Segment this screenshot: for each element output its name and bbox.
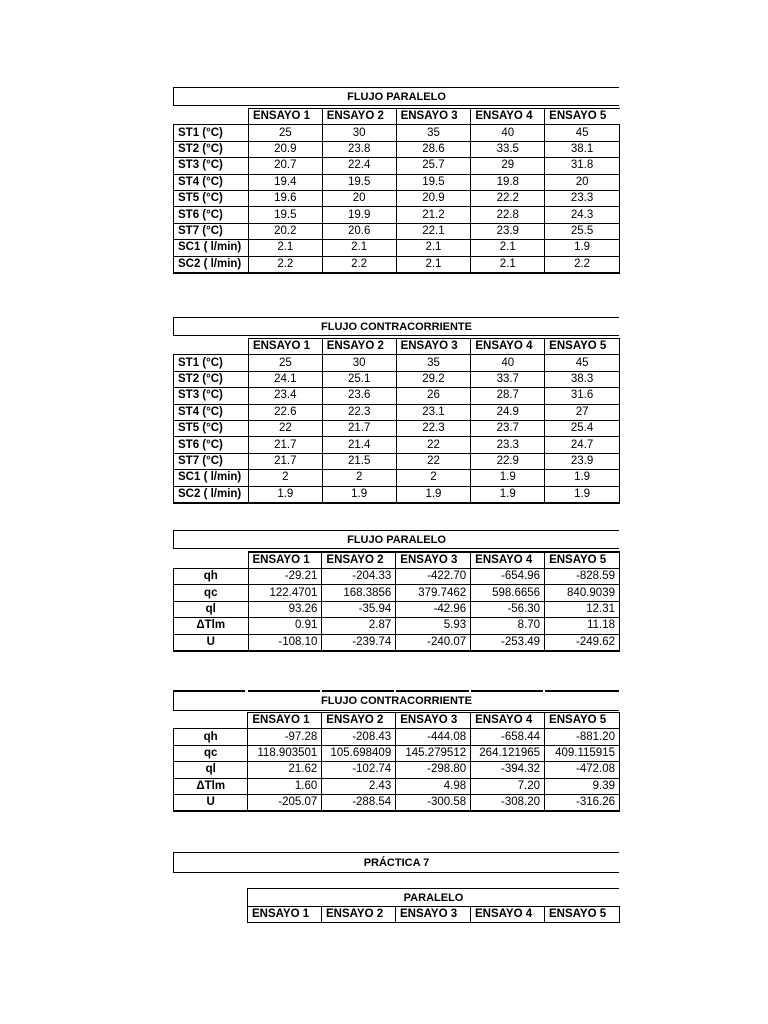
table-row [174, 256, 620, 273]
table-cell: 22.8 [471, 207, 545, 223]
table-cell: 33.5 [471, 141, 545, 157]
table3-col-4: ENSAYO 4 [471, 552, 545, 569]
table-cell: 1.9 [545, 240, 620, 256]
table-cell: 29 [471, 158, 545, 174]
row-label: ST7 (°C) [174, 223, 249, 239]
row-label: qh [174, 729, 248, 745]
table2-corner [174, 339, 249, 355]
table-cell: 598.6656 [471, 585, 545, 601]
table-cell: 33.7 [471, 371, 545, 387]
table2-col-5: ENSAYO 5 [545, 339, 620, 355]
table-cell: -97.28 [248, 729, 322, 745]
table4-col-4: ENSAYO 4 [471, 713, 545, 729]
table-row [174, 420, 620, 436]
table-cell: 20 [322, 190, 396, 206]
table-cell: 23.7 [471, 420, 545, 436]
practica-col-3: ENSAYO 3 [396, 907, 471, 923]
table-cell: 20.6 [322, 223, 396, 239]
table-cell: 25.5 [545, 223, 620, 239]
row-label: SC1 ( l/min) [174, 470, 249, 486]
table-row [174, 355, 620, 371]
table-cell: 2 [248, 470, 322, 486]
table-cell: 2.2 [248, 256, 322, 273]
table-cell: 21.7 [322, 420, 396, 436]
table-cell: 22 [396, 453, 471, 469]
table-cell: 2.87 [322, 618, 396, 634]
table3-col-2: ENSAYO 2 [322, 552, 396, 569]
table-cell: -253.49 [471, 634, 545, 651]
practica-grid [247, 906, 620, 923]
table-row [174, 125, 620, 141]
table-cell: 19.5 [322, 174, 396, 190]
table1-col-2: ENSAYO 2 [322, 109, 396, 125]
table-cell: 19.5 [396, 174, 471, 190]
table-cell: 23.3 [545, 190, 620, 206]
table-cell: 26 [396, 388, 471, 404]
table-row [174, 585, 620, 601]
table4-header-row [174, 713, 620, 729]
table1-col-5: ENSAYO 5 [545, 109, 620, 125]
table-cell: 168.3856 [322, 585, 396, 601]
table-cell: 20.9 [396, 190, 471, 206]
table-row [174, 778, 620, 794]
table3-body [174, 569, 620, 651]
table-cell: 840.9039 [545, 585, 620, 601]
table3-col-5: ENSAYO 5 [545, 552, 620, 569]
table-cell: 19.4 [248, 174, 322, 190]
table-cell: -298.80 [396, 762, 471, 778]
table3 [173, 551, 620, 652]
table-cell: 22.6 [248, 404, 322, 420]
table-cell: 11.18 [545, 618, 620, 634]
table-cell: 38.1 [545, 141, 620, 157]
practica-col-1: ENSAYO 1 [248, 907, 322, 923]
table-cell: 21.5 [322, 453, 396, 469]
table1-col-3: ENSAYO 3 [396, 109, 471, 125]
table2 [173, 338, 620, 504]
table-cell: 19.5 [248, 207, 322, 223]
table-cell: 27 [545, 404, 620, 420]
table-cell: 22.3 [396, 420, 471, 436]
table-row [174, 437, 620, 453]
practica-col-2: ENSAYO 2 [322, 907, 396, 923]
row-label: ST2 (°C) [174, 141, 249, 157]
table-cell: 24.1 [248, 371, 322, 387]
table-cell: 31.8 [545, 158, 620, 174]
practica-table [247, 906, 620, 923]
table-cell: 5.93 [396, 618, 471, 634]
table-row [174, 190, 620, 206]
row-label: ST1 (°C) [174, 355, 249, 371]
table-cell: 23.9 [545, 453, 620, 469]
table-cell: -239.74 [322, 634, 396, 651]
table-cell: 379.7462 [396, 585, 471, 601]
table-row [174, 486, 620, 503]
table-cell: 40 [471, 355, 545, 371]
table-cell: 264.121965 [471, 745, 545, 761]
table-cell: 45 [545, 355, 620, 371]
table-cell: -394.32 [471, 762, 545, 778]
table-cell: 2.1 [322, 240, 396, 256]
table-cell: 25 [248, 355, 322, 371]
row-label: SC2 ( l/min) [174, 256, 249, 273]
table2-body [174, 355, 620, 503]
table-cell: 1.9 [545, 470, 620, 486]
table-cell: 22.3 [322, 404, 396, 420]
table1 [173, 108, 620, 274]
table4-col-2: ENSAYO 2 [322, 713, 396, 729]
table-cell: 21.7 [248, 453, 322, 469]
table-cell: -300.58 [396, 794, 471, 811]
table-row [174, 601, 620, 617]
table-cell: 1.9 [471, 470, 545, 486]
table4 [173, 712, 620, 812]
row-label: ST3 (°C) [174, 388, 249, 404]
row-label: qh [174, 569, 249, 585]
table2-col-1: ENSAYO 1 [248, 339, 322, 355]
table-cell: 1.9 [322, 486, 396, 503]
table-row [174, 762, 620, 778]
table-cell: -472.08 [545, 762, 620, 778]
row-label: ΔTlm [174, 778, 248, 794]
row-label: ST3 (°C) [174, 158, 249, 174]
table-cell: -316.26 [545, 794, 620, 811]
table3-grid [173, 551, 620, 652]
table3-corner [174, 552, 249, 569]
table-cell: 2.1 [471, 240, 545, 256]
table1-col-4: ENSAYO 4 [471, 109, 545, 125]
table1-corner [174, 109, 249, 125]
table1-header-row [174, 109, 620, 125]
row-label: ql [174, 762, 248, 778]
table-cell: 35 [396, 125, 471, 141]
table2-col-3: ENSAYO 3 [396, 339, 471, 355]
table4-title: FLUJO CONTRACORRIENTE [173, 692, 619, 711]
table-cell: -828.59 [545, 569, 620, 585]
table-cell: 25 [248, 125, 322, 141]
table-cell: 409.115915 [545, 745, 620, 761]
table-row [174, 371, 620, 387]
table-cell: -205.07 [248, 794, 322, 811]
table-cell: 21.2 [396, 207, 471, 223]
table-cell: 25.7 [396, 158, 471, 174]
table-cell: 2.1 [471, 256, 545, 273]
row-label: U [174, 634, 249, 651]
table-cell: -42.96 [396, 601, 471, 617]
table2-header-row [174, 339, 620, 355]
table2-grid [173, 338, 620, 504]
table-cell: 35 [396, 355, 471, 371]
table-row [174, 207, 620, 223]
table-cell: 1.9 [471, 486, 545, 503]
table1-col-1: ENSAYO 1 [248, 109, 322, 125]
table-cell: 0.91 [248, 618, 322, 634]
table-row [174, 618, 620, 634]
practica-col-4: ENSAYO 4 [471, 907, 545, 923]
table-cell: -288.54 [322, 794, 396, 811]
table-cell: 2.2 [545, 256, 620, 273]
table-cell: 23.6 [322, 388, 396, 404]
table-cell: -444.08 [396, 729, 471, 745]
table-cell: -654.96 [471, 569, 545, 585]
row-label: ql [174, 601, 249, 617]
table1-title: FLUJO PARALELO [173, 87, 619, 106]
table-cell: -56.30 [471, 601, 545, 617]
table1-body [174, 125, 620, 273]
table-cell: 31.6 [545, 388, 620, 404]
table-cell: 21.7 [248, 437, 322, 453]
table-cell: 20.7 [248, 158, 322, 174]
table3-col-3: ENSAYO 3 [396, 552, 471, 569]
practica-col-5: ENSAYO 5 [545, 907, 620, 923]
table-cell: 1.9 [248, 486, 322, 503]
row-label: qc [174, 585, 249, 601]
table-cell: 22 [248, 420, 322, 436]
table-cell: 23.9 [471, 223, 545, 239]
table2-col-2: ENSAYO 2 [322, 339, 396, 355]
table-cell: -249.62 [545, 634, 620, 651]
table-row [174, 223, 620, 239]
table-cell: 19.9 [322, 207, 396, 223]
row-label: ST5 (°C) [174, 420, 249, 436]
table4-col-3: ENSAYO 3 [396, 713, 471, 729]
table2-col-4: ENSAYO 4 [471, 339, 545, 355]
table-cell: 25.1 [322, 371, 396, 387]
table-cell: 122.4701 [248, 585, 322, 601]
table-cell: 25.4 [545, 420, 620, 436]
table-cell: 9.39 [545, 778, 620, 794]
table-cell: 22.4 [322, 158, 396, 174]
table-cell: 28.7 [471, 388, 545, 404]
table-cell: -422.70 [396, 569, 471, 585]
table2-title: FLUJO CONTRACORRIENTE [173, 317, 619, 336]
table-cell: 1.9 [545, 486, 620, 503]
table-cell: 29.2 [396, 371, 471, 387]
table1-grid [173, 108, 620, 274]
table-row [174, 470, 620, 486]
row-label: ST6 (°C) [174, 207, 249, 223]
table-cell: -204.33 [322, 569, 396, 585]
table-cell: 23.8 [322, 141, 396, 157]
practica-subtitle: PARALELO [247, 888, 619, 907]
table-cell: 12.31 [545, 601, 620, 617]
table-row [174, 174, 620, 190]
table-row [174, 634, 620, 651]
table-row [174, 729, 620, 745]
table-cell: 24.9 [471, 404, 545, 420]
table-cell: 1.60 [248, 778, 322, 794]
row-label: ST4 (°C) [174, 174, 249, 190]
table-row [174, 158, 620, 174]
table-cell: 23.3 [471, 437, 545, 453]
table-cell: -108.10 [248, 634, 322, 651]
table-cell: 2.43 [322, 778, 396, 794]
table-row [174, 404, 620, 420]
table-row [174, 569, 620, 585]
table-cell: 4.98 [396, 778, 471, 794]
table3-title: FLUJO PARALELO [173, 530, 619, 549]
table4-col-1: ENSAYO 1 [248, 713, 322, 729]
table-row [174, 141, 620, 157]
table-cell: 23.4 [248, 388, 322, 404]
table-cell: -881.20 [545, 729, 620, 745]
table-row [174, 453, 620, 469]
table-cell: 7.20 [471, 778, 545, 794]
table-cell: 24.7 [545, 437, 620, 453]
table-cell: 93.26 [248, 601, 322, 617]
table-cell: 21.62 [248, 762, 322, 778]
practica-header-row [248, 907, 620, 923]
table-cell: -658.44 [471, 729, 545, 745]
row-label: ΔTlm [174, 618, 249, 634]
table-cell: -208.43 [322, 729, 396, 745]
table-cell: 2.1 [396, 256, 471, 273]
table-cell: 105.698409 [322, 745, 396, 761]
row-label: SC2 ( l/min) [174, 486, 249, 503]
table-cell: 22.1 [396, 223, 471, 239]
row-label: ST1 (°C) [174, 125, 249, 141]
table4-body [174, 729, 620, 811]
row-label: ST6 (°C) [174, 437, 249, 453]
table-cell: 21.4 [322, 437, 396, 453]
table-cell: -240.07 [396, 634, 471, 651]
table-row [174, 794, 620, 811]
table-cell: 24.3 [545, 207, 620, 223]
table-row [174, 388, 620, 404]
table-cell: 2 [322, 470, 396, 486]
table-cell: 30 [322, 355, 396, 371]
table-row [174, 240, 620, 256]
table-cell: -308.20 [471, 794, 545, 811]
row-label: U [174, 794, 248, 811]
table-cell: 145.279512 [396, 745, 471, 761]
table4-col-5: ENSAYO 5 [545, 713, 620, 729]
table-row [174, 745, 620, 761]
table4-grid [173, 712, 620, 812]
table-cell: 19.6 [248, 190, 322, 206]
table-cell: 118.903501 [248, 745, 322, 761]
table-cell: 1.9 [396, 486, 471, 503]
table-cell: 38.3 [545, 371, 620, 387]
row-label: ST2 (°C) [174, 371, 249, 387]
table-cell: 22.9 [471, 453, 545, 469]
table-cell: 2 [396, 470, 471, 486]
table-cell: 19.8 [471, 174, 545, 190]
table-cell: 23.1 [396, 404, 471, 420]
row-label: ST4 (°C) [174, 404, 249, 420]
practica-title: PRÁCTICA 7 [173, 852, 619, 873]
row-label: ST7 (°C) [174, 453, 249, 469]
table3-col-1: ENSAYO 1 [248, 552, 322, 569]
table-cell: -102.74 [322, 762, 396, 778]
table4-corner [174, 713, 248, 729]
table-cell: 20 [545, 174, 620, 190]
table-cell: 20.9 [248, 141, 322, 157]
table-cell: 28.6 [396, 141, 471, 157]
table-cell: 22.2 [471, 190, 545, 206]
table-cell: 45 [545, 125, 620, 141]
table-cell: 30 [322, 125, 396, 141]
table-cell: -35.94 [322, 601, 396, 617]
table-cell: 2.1 [248, 240, 322, 256]
table-cell: 2.1 [396, 240, 471, 256]
table-cell: 8.70 [471, 618, 545, 634]
table-cell: 20.2 [248, 223, 322, 239]
table-cell: -29.21 [248, 569, 322, 585]
row-label: qc [174, 745, 248, 761]
table3-header-row [174, 552, 620, 569]
row-label: ST5 (°C) [174, 190, 249, 206]
row-label: SC1 ( l/min) [174, 240, 249, 256]
table-cell: 40 [471, 125, 545, 141]
table-cell: 22 [396, 437, 471, 453]
table-cell: 2.2 [322, 256, 396, 273]
